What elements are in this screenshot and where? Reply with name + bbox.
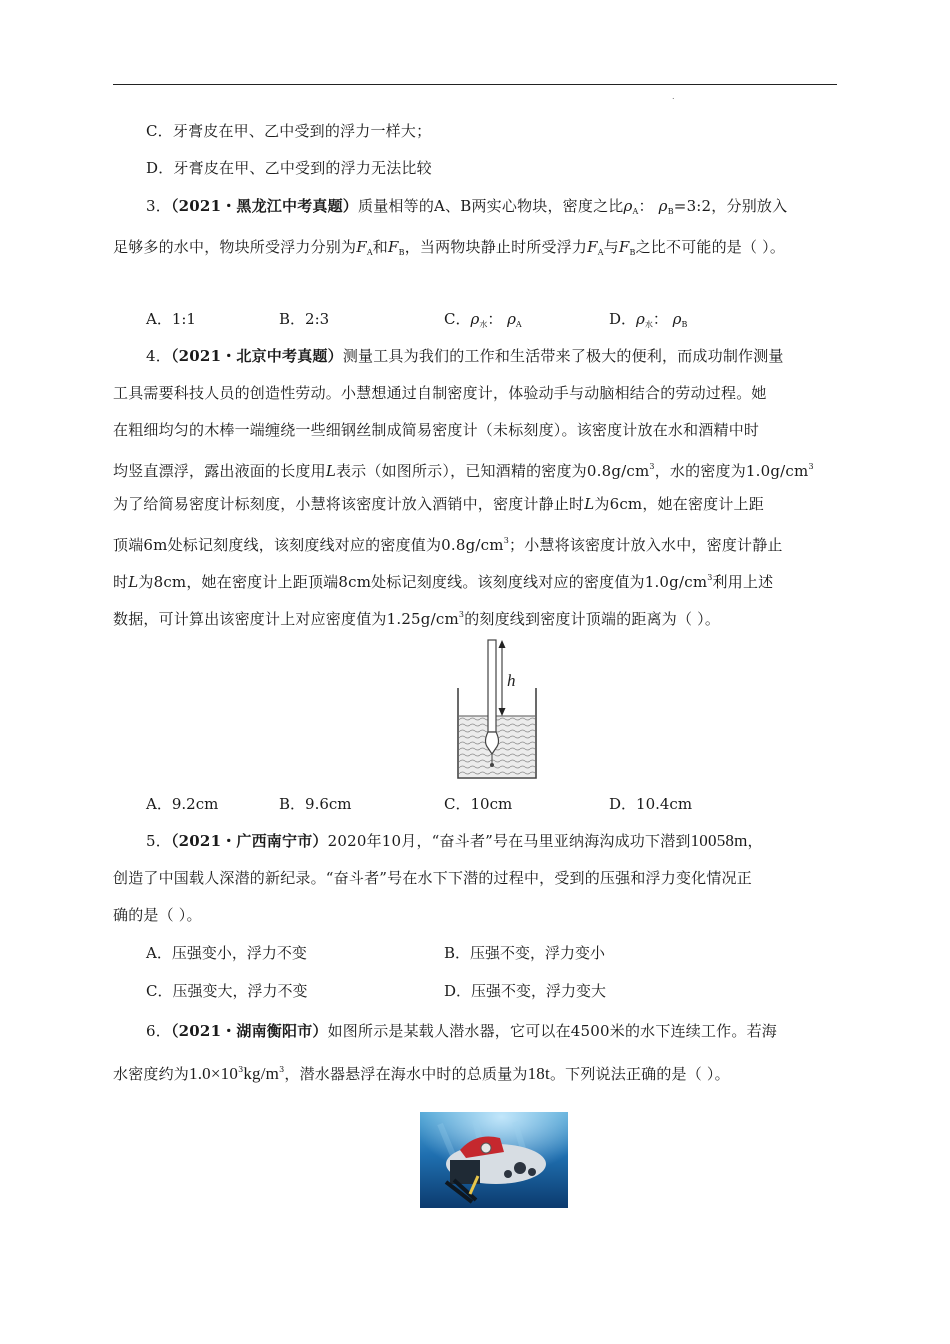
header-rule [113, 84, 837, 85]
question-number: 4． [146, 347, 171, 365]
q4-line-3: 在粗细均匀的木棒一端缠绕一些细钢丝制成简易密度计（未标刻度）。该密度计放在水和酒精中时 [113, 421, 760, 439]
question-number: 3． [146, 197, 171, 215]
q5-option-b: B．压强不变，浮力变小 [444, 944, 606, 962]
q3-option-a: A．1:1 [146, 310, 196, 328]
q4-option-b: B．9.6cm [279, 795, 352, 813]
question-number: 5． [146, 832, 171, 850]
q4-line-1: 4．（2021・北京中考真题）测量工具为我们的工作和生活带来了极大的便利，而成功制作测量 [146, 347, 784, 365]
q3-line-1: 3．（2021・黑龙江中考真题）质量相等的A、B两实心物块，密度之比$\rho_A$： $\rho_B=3:2$，分别放入 [146, 197, 788, 216]
q3-option-c: C．$\rho_水$： $\rho_A$ [444, 310, 522, 329]
q4-line-7: 时L为8cm，她在密度计上距顶端8cm处标记刻度线。该刻度线对应的密度值为$1.0g/cm^3$利用上述 [113, 573, 774, 591]
q5-option-a: A．压强变小，浮力不变 [146, 944, 307, 962]
hydrometer-figure [450, 638, 550, 783]
question-source: （2021・广西南宁市） [170, 832, 328, 850]
q4-line-5: 为了给简易密度计标刻度，小慧将该密度计放入酒销中，密度计静止时L为6cm，她在密度计上距 [113, 495, 764, 513]
q5-option-c: C．压强变大，浮力不变 [146, 982, 308, 1000]
q2-option-d: D．牙膏皮在甲、乙中受到的浮力无法比较 [146, 159, 432, 177]
h-label: h [507, 671, 516, 690]
q3-option-b: B．2:3 [279, 310, 330, 328]
q2-option-c: C．牙膏皮在甲、乙中受到的浮力一样大； [146, 122, 432, 140]
q4-line-6: 顶端6m处标记刻度线，该刻度线对应的密度值为$0.8g/cm^3$；小慧将该密度计放入水中，密度计静止 [113, 536, 783, 554]
q3-line-2: 足够多的水中，物块所受浮力分别为$F_A$和$F_B$，当两物块静止时所受浮力$F_A$与$F_B$之比不可能的是（ ）。 [113, 238, 786, 257]
question-source: （2021・北京中考真题） [170, 347, 343, 365]
question-source: （2021・湖南衡阳市） [170, 1022, 328, 1040]
question-source: （2021・黑龙江中考真题） [170, 197, 359, 215]
q4-line-2: 工具需要科技人员的创造性劳动。小慧想通过自制密度计，体验动手与动脑相结合的劳动过程。她 [113, 384, 767, 402]
q5-line-1: 5．（2021・广西南宁市）2020年10月，“奋斗者”号在马里亚纳海沟成功下潜到10058m， [146, 831, 763, 850]
q3-option-d: D．$\rho_水$： $\rho_B$ [609, 310, 688, 329]
submersible-photo [420, 1112, 568, 1208]
q4-option-d: D．10.4cm [609, 795, 693, 813]
q6-line-1: 6．（2021・湖南衡阳市）如图所示是某载人潜水器，它可以在4500米的水下连续工作。若海 [146, 1022, 777, 1040]
q4-option-a: A．9.2cm [146, 795, 219, 813]
header-dot: . [672, 92, 675, 101]
q5-line-3: 确的是（ ）。 [113, 906, 202, 924]
q6-line-2: 水密度约为$1.0\times 10^3kg/m^3$，潜水器悬浮在海水中时的总质量为18t。下列说法正确的是（ ）。 [113, 1064, 730, 1083]
q4-option-c: C．10cm [444, 795, 513, 813]
q4-line-4: 均竖直漂浮，露出液面的长度用L表示（如图所示），已知酒精的密度为$0.8g/cm^3$，水的密度为$1.0g/cm^3$ [113, 462, 814, 480]
q5-option-d: D．压强不变，浮力变大 [444, 982, 607, 1000]
q5-line-2: 创造了中国载人深潜的新纪录。“奋斗者”号在水下下潜的过程中，受到的压强和浮力变化情况正 [113, 869, 752, 887]
question-number: 6． [146, 1022, 171, 1040]
hydrometer-stem [488, 640, 496, 732]
q4-line-8: 数据，可计算出该密度计上对应密度值为$1.25g/cm^3$的刻度线到密度计顶端的距离为（ ）。 [113, 610, 721, 628]
